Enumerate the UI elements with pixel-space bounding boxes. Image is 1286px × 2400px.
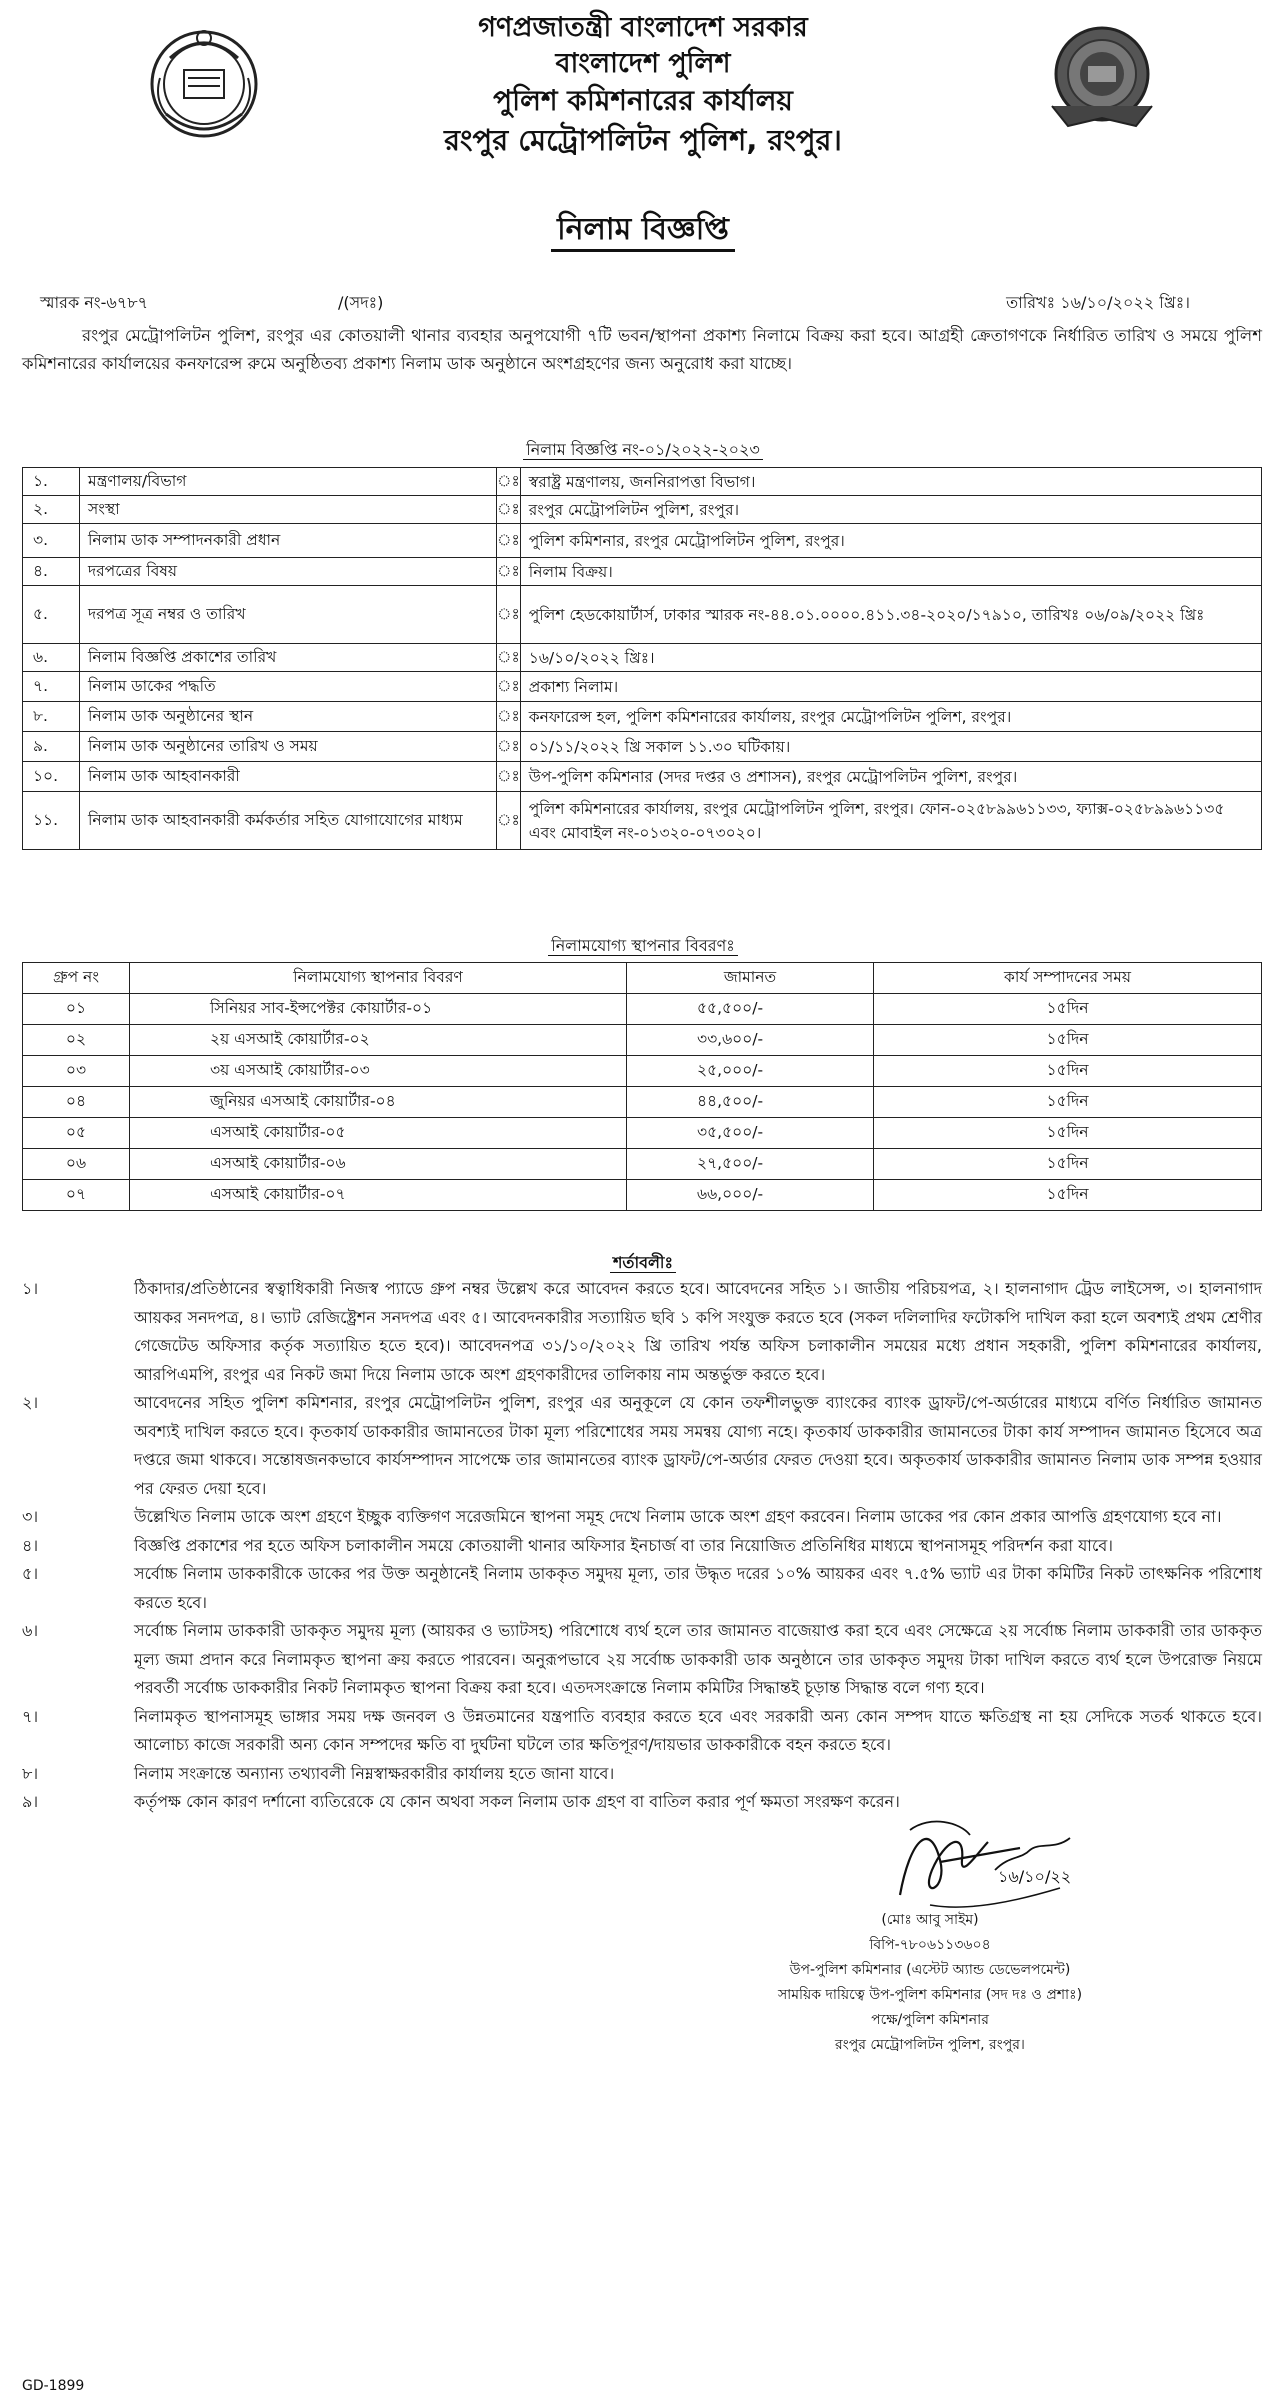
detail-value: স্বরাষ্ট্র মন্ত্রণালয়, জননিরাপত্তা বিভাগ। bbox=[520, 468, 1261, 496]
term-text: নিলামকৃত স্থাপনাসমূহ ভাঙ্গার সময় দক্ষ জনবল ও উন্নতমানের যন্ত্রপাতি ব্যবহার করতে হবে এবং সরকারী অন্য কোন সম্পদ যাতে ক্ষতিগ্রস্থ না হয় সেদিকে সতর্ক থাকতে হবে। আলোচ্য কাজে সরকারী অন্য কোন সম্পদের ক্ষতি বা দুর্ঘটনা ঘটলে তার ক্ষতিপূরণ/দায়ভার ডাককারীকে বহন করতে হবে। bbox=[134, 1706, 1262, 1754]
term-number: ৩। bbox=[22, 1507, 39, 1526]
rmp-logo bbox=[1038, 14, 1166, 142]
detail-value: উপ-পুলিশ কমিশনার (সদর দপ্তর ও প্রশাসন), রংপুর মেট্রোপলিটন পুলিশ, রংপুর। bbox=[520, 762, 1261, 792]
table-header-row bbox=[23, 963, 1262, 994]
group-number: ০১ bbox=[23, 994, 130, 1025]
signatory-on-behalf: পক্ষে/পুলিশ কমিশনার bbox=[871, 2012, 989, 2028]
term-item bbox=[22, 1389, 1262, 1503]
terms-title: শর্তাবলীঃ bbox=[610, 1253, 676, 1273]
property-description: এসআই কোয়ার্টার-০৬ bbox=[130, 1149, 627, 1180]
detail-row bbox=[23, 586, 1262, 644]
signature-block bbox=[700, 1908, 1160, 2058]
work-duration: ১৫দিন bbox=[874, 1087, 1262, 1118]
term-text: সর্বোচ্চ নিলাম ডাককারীকে ডাকের পর উক্ত অনুষ্ঠানেই নিলাম ডাককৃত সমুদয় মূল্য, তার উদ্ধৃত দরের ১০% আয়কর এবং ৭.৫% ভ্যাট এর টাকা কমিটির নিকট তাৎক্ষনিক পরিশোধ করতে হবে। bbox=[134, 1564, 1262, 1612]
detail-number: ৬. bbox=[23, 644, 80, 672]
term-text: ঠিকাদার/প্রতিষ্ঠানের স্বত্বাধিকারী নিজস্ব প্যাডে গ্রুপ নম্বর উল্লেখ করে আবেদন করতে হবে। আবেদনের সহিত ১। জাতীয় পরিচয়পত্র, ২। হালনাগাদ ট্রেড লাইসেন্স, ৩। হালনাগাদ আয়কর সনদপত্র, ৪। ভ্যাট রেজিষ্ট্রেশন সনদপত্র এবং ৫। আবেদনকারীর সত্যায়িত ছবি ১ কপি সংযুক্ত করতে হবে (সকল দলিলাদির ফটোকপি দাখিল করা হলে অবশ্যই প্রথম শ্রেণীর গেজেটেড অফিসার কর্তৃক সত্যায়িত হতে হবে)। আবেদনপত্র ৩১/১০/২০২২ খ্রি তারিখ পর্যন্ত অফিস চলাকালীন সময়ের মধ্যে প্রধান সহকারী, পুলিশ কমিশনারের কার্যালয়, আরপিএমপি, রংপুর এর নিকট জমা দিয়ে নিলাম ডাকে অংশ গ্রহণকারীদের তালিকায় নাম অন্তর্ভুক্ত করতে হবে। bbox=[134, 1279, 1262, 1384]
detail-number: ১১. bbox=[23, 792, 80, 850]
detail-row bbox=[23, 672, 1262, 702]
work-duration: ১৫দিন bbox=[874, 994, 1262, 1025]
detail-number: ১. bbox=[23, 468, 80, 496]
detail-key: নিলাম ডাক আহবানকারী bbox=[80, 762, 497, 792]
signatory-additional: সাময়িক দায়িত্বে উপ-পুলিশ কমিশনার (সদ দঃ ও প্রশাঃ) bbox=[777, 1987, 1083, 2003]
table-row bbox=[23, 1118, 1262, 1149]
property-description: এসআই কোয়ার্টার-০৭ bbox=[130, 1180, 627, 1211]
term-number: ৭। bbox=[22, 1706, 39, 1726]
detail-number: ১০. bbox=[23, 762, 80, 792]
term-item bbox=[22, 1617, 1262, 1703]
detail-colon: ঃ bbox=[497, 586, 521, 644]
detail-colon: ঃ bbox=[497, 496, 521, 524]
term-number: ৪। bbox=[22, 1535, 39, 1555]
term-number: ৮। bbox=[22, 1763, 39, 1783]
signatory-designation: উপ-পুলিশ কমিশনার (এস্টেট অ্যান্ড ডেভেলপমেন্ট) bbox=[789, 1962, 1071, 1978]
work-duration: ১৫দিন bbox=[874, 1118, 1262, 1149]
header-police: বাংলাদেশ পুলিশ bbox=[555, 48, 731, 79]
term-text: নিলাম সংক্রান্তে অন্যান্য তথ্যাবলী নিম্নস্বাক্ষরকারীর কার্যালয় হতে জানা যাবে। bbox=[134, 1763, 615, 1783]
signatory-bp: বিপি-৭৮০৬১১৩৬০৪ bbox=[869, 1937, 991, 1953]
table-row bbox=[23, 1056, 1262, 1087]
detail-key: সংস্থা bbox=[80, 496, 497, 524]
detail-colon: ঃ bbox=[497, 762, 521, 792]
detail-value: ১৬/১০/২০২২ খ্রিঃ। bbox=[520, 644, 1261, 672]
header-unit: রংপুর মেট্রোপলিটন পুলিশ, রংপুর। bbox=[444, 123, 842, 157]
term-text: কর্তৃপক্ষ কোন কারণ দর্শানো ব্যতিরেকে যে কোন অথবা সকল নিলাম ডাক গ্রহণ বা বাতিল করার পূর্ণ ক্ষমতা সংরক্ষণ করেন। bbox=[134, 1792, 900, 1811]
detail-row bbox=[23, 732, 1262, 762]
bangladesh-police-emblem bbox=[140, 18, 268, 146]
notice-title-wrap bbox=[0, 205, 1286, 256]
detail-row bbox=[23, 644, 1262, 672]
term-text: আবেদনের সহিত পুলিশ কমিশনার, রংপুর মেট্রোপলিটন পুলিশ, রংপুর এর অনুকূলে যে কোন তফশীলভুক্ত ব্যাংকের ব্যাংক ড্রাফট/পে-অর্ডারের মাধ্যমে বর্ণিত নির্ধারিত জামানত অবশ্যই দাখিল করতে হবে। কৃতকার্য ডাককারীর জামানতের টাকা মূল্য পরিশোধের সময় সমন্বয় যোগ্য নহে। কৃতকার্য ডাককারীর জামানতের টাকা কার্য সম্পাদন জামানত হিসেবে অত্র দপ্তরে জমা থাকবে। সন্তোষজনকভাবে কার্যসম্পাদন সাপেক্ষে তার জামানতের ব্যাংক ড্রাফট/পে-অর্ডার ফেরত দেওয়া হবে। অকৃতকার্য ডাককারীর জামানত নিলাম ডাক সম্পন্ন হওয়ার পর ফেরত দেয়া হবে। bbox=[134, 1393, 1262, 1498]
detail-value: পুলিশ কমিশনার, রংপুর মেট্রোপলিটন পুলিশ, রংপুর। bbox=[520, 524, 1261, 558]
detail-colon: ঃ bbox=[497, 792, 521, 850]
detail-key: দরপত্রের বিষয় bbox=[80, 558, 497, 586]
header-office: পুলিশ কমিশনারের কার্যালয় bbox=[493, 84, 793, 117]
letterhead bbox=[300, 10, 986, 160]
group-number: ০২ bbox=[23, 1025, 130, 1056]
term-number: ৯। bbox=[22, 1792, 39, 1811]
deposit-amount: ৪৪,৫০০/- bbox=[627, 1087, 874, 1118]
table-row bbox=[23, 1180, 1262, 1211]
term-item bbox=[22, 1503, 1262, 1532]
term-text: বিজ্ঞপ্তি প্রকাশের পর হতে অফিস চলাকালীন সময়ে কোতয়ালী থানার অফিসার ইনচার্জ বা তার নিয়োজিত প্রতিনিধির মাধ্যমে স্থাপনাসমূহ পরিদর্শন করা যাবে। bbox=[134, 1535, 1114, 1555]
memo-sub: /(সদঃ) bbox=[338, 293, 384, 312]
detail-row bbox=[23, 524, 1262, 558]
detail-value: ০১/১১/২০২২ খ্রি সকাল ১১.৩০ ঘটিকায়। bbox=[520, 732, 1261, 762]
term-item bbox=[22, 1560, 1262, 1617]
detail-value: রংপুর মেট্রোপলিটন পুলিশ, রংপুর। bbox=[520, 496, 1261, 524]
table-caption-wrap bbox=[0, 933, 1286, 960]
term-number: ২। bbox=[22, 1393, 39, 1412]
term-item bbox=[22, 1275, 1262, 1389]
signatory-office: রংপুর মেট্রোপলিটন পুলিশ, রংপুর। bbox=[835, 2037, 1025, 2053]
detail-number: ২. bbox=[23, 496, 80, 524]
table-row bbox=[23, 1025, 1262, 1056]
detail-row bbox=[23, 558, 1262, 586]
deposit-amount: ৩৫,৫০০/- bbox=[627, 1118, 874, 1149]
intro-paragraph: রংপুর মেট্রোপলিটন পুলিশ, রংপুর এর কোতয়ালী থানার ব্যবহার অনুপযোগী ৭টি ভবন/স্থাপনা প্রকাশ্য নিলামে বিক্রয় করা হবে। আগ্রহী ক্রেতাগণকে নির্ধারিত তারিখ ও সময়ে পুলিশ কমিশনারের কার্যালয়ের কনফারেন্স রুমে অনুষ্ঠিতব্য প্রকাশ্য নিলাম ডাক অনুষ্ঠানে অংশগ্রহণের জন্য অনুরোধ করা যাচ্ছে। bbox=[22, 326, 1262, 373]
detail-value: পুলিশ কমিশনারের কার্যালয়, রংপুর মেট্রোপলিটন পুলিশ, রংপুর। ফোন-০২৫৮৯৯৬১১৩৩, ফ্যাক্স-০২৫৮৯৯৬১১৩৫ এবং মোবাইল নং-০১৩২০-০৭৩০২০। bbox=[520, 792, 1261, 850]
notice-number-caption bbox=[0, 437, 1286, 464]
detail-colon: ঃ bbox=[497, 644, 521, 672]
work-duration: ১৫দিন bbox=[874, 1025, 1262, 1056]
deposit-amount: ৫৫,৫০০/- bbox=[627, 994, 874, 1025]
detail-key: নিলাম ডাক অনুষ্ঠানের তারিখ ও সময় bbox=[80, 732, 497, 762]
term-text: উল্লেখিত নিলাম ডাকে অংশ গ্রহণে ইচ্ছুক ব্যক্তিগণ সরেজমিনে স্থাপনা সমূহ দেখে নিলাম ডাকে অংশ গ্রহণ করবেন। নিলাম ডাকের পর কোন প্রকার আপত্তি গ্রহণযোগ্য হবে না। bbox=[134, 1507, 1222, 1526]
detail-value: প্রকাশ্য নিলাম। bbox=[520, 672, 1261, 702]
detail-colon: ঃ bbox=[497, 672, 521, 702]
group-number: ০৭ bbox=[23, 1180, 130, 1211]
detail-value: পুলিশ হেডকোয়ার্টার্স, ঢাকার স্মারক নং-৪৪.০১.০০০০.৪১১.৩৪-২০২০/১৭৯১০, তারিখঃ ০৬/০৯/২০২২ খ্রিঃ bbox=[520, 586, 1261, 644]
property-table bbox=[22, 962, 1262, 1211]
terms-title-wrap bbox=[0, 1250, 1286, 1277]
detail-row bbox=[23, 468, 1262, 496]
deposit-amount: ৩৩,৬০০/- bbox=[627, 1025, 874, 1056]
term-item bbox=[22, 1703, 1262, 1760]
detail-number: ৯. bbox=[23, 732, 80, 762]
detail-colon: ঃ bbox=[497, 702, 521, 732]
property-description: ২য় এসআই কোয়ার্টার-০২ bbox=[130, 1025, 627, 1056]
detail-number: ৮. bbox=[23, 702, 80, 732]
term-number: ৬। bbox=[22, 1621, 39, 1640]
col-group: গ্রুপ নং bbox=[23, 963, 130, 994]
group-number: ০৪ bbox=[23, 1087, 130, 1118]
notice-number: নিলাম বিজ্ঞপ্তি নং-০১/২০২২-২০২৩ bbox=[523, 440, 763, 460]
detail-key: নিলাম ডাক সম্পাদনকারী প্রধান bbox=[80, 524, 497, 558]
detail-key: নিলাম ডাকের পদ্ধতি bbox=[80, 672, 497, 702]
memo-date: তারিখঃ ১৬/১০/২০২২ খ্রিঃ। bbox=[1006, 293, 1190, 312]
table-row bbox=[23, 1087, 1262, 1118]
property-description: সিনিয়র সাব-ইন্সপেক্টর কোয়ার্টার-০১ bbox=[130, 994, 627, 1025]
col-deposit: জামানত bbox=[627, 963, 874, 994]
detail-key: দরপত্র সূত্র নম্বর ও তারিখ bbox=[80, 586, 497, 644]
col-description: নিলামযোগ্য স্থাপনার বিবরণ bbox=[130, 963, 627, 994]
detail-row bbox=[23, 496, 1262, 524]
group-number: ০৬ bbox=[23, 1149, 130, 1180]
work-duration: ১৫দিন bbox=[874, 1180, 1262, 1211]
table-row bbox=[23, 1149, 1262, 1180]
work-duration: ১৫দিন bbox=[874, 1149, 1262, 1180]
details-table bbox=[22, 467, 1262, 850]
term-item bbox=[22, 1760, 1262, 1789]
detail-key: মন্ত্রণালয়/বিভাগ bbox=[80, 468, 497, 496]
property-description: জুনিয়র এসআই কোয়ার্টার-০৪ bbox=[130, 1087, 627, 1118]
detail-number: ৭. bbox=[23, 672, 80, 702]
handwritten-signature bbox=[870, 1800, 1090, 1920]
detail-colon: ঃ bbox=[497, 732, 521, 762]
detail-key: নিলাম বিজ্ঞপ্তি প্রকাশের তারিখ bbox=[80, 644, 497, 672]
deposit-amount: ২৫,০০০/- bbox=[627, 1056, 874, 1087]
detail-value: কনফারেন্স হল, পুলিশ কমিশনারের কার্যালয়, রংপুর মেট্রোপলিটন পুলিশ, রংপুর। bbox=[520, 702, 1261, 732]
detail-row bbox=[23, 762, 1262, 792]
detail-row bbox=[23, 702, 1262, 732]
detail-number: ৩. bbox=[23, 524, 80, 558]
group-number: ০৩ bbox=[23, 1056, 130, 1087]
group-number: ০৫ bbox=[23, 1118, 130, 1149]
detail-value: নিলাম বিক্রয়। bbox=[520, 558, 1261, 586]
table-caption: নিলামযোগ্য স্থাপনার বিবরণঃ bbox=[548, 936, 738, 956]
work-duration: ১৫দিন bbox=[874, 1056, 1262, 1087]
signatory-name: (মোঃ আবু সাইম) bbox=[881, 1912, 979, 1928]
detail-row bbox=[23, 792, 1262, 850]
detail-key: নিলাম ডাক অনুষ্ঠানের স্থান bbox=[80, 702, 497, 732]
terms-list bbox=[22, 1275, 1262, 1817]
footer-code: GD-1899 bbox=[22, 2378, 85, 2394]
deposit-amount: ৬৬,০০০/- bbox=[627, 1180, 874, 1211]
property-description: ৩য় এসআই কোয়ার্টার-০৩ bbox=[130, 1056, 627, 1087]
detail-number: ৪. bbox=[23, 558, 80, 586]
deposit-amount: ২৭,৫০০/- bbox=[627, 1149, 874, 1180]
signature-date: ১৬/১০/২২ bbox=[998, 1867, 1072, 1886]
term-number: ৫। bbox=[22, 1564, 39, 1583]
col-duration: কার্য সম্পাদনের সময় bbox=[874, 963, 1262, 994]
term-text: সর্বোচ্চ নিলাম ডাককারী ডাককৃত সমুদয় মূল্য (আয়কর ও ভ্যাটসহ) পরিশোধে ব্যর্থ হলে তার জামানত বাজেয়াপ্ত করা হবে এবং সেক্ষেত্রে ২য় সর্বোচ্চ নিলাম ডাককারী তার ডাককৃত মূল্য জমা প্রদান করে নিলামকৃত স্থাপনা ক্রয় করতে পারবেন। অনুরূপভাবে ২য় সর্বোচ্চ ডাককারী ডাক অনুষ্ঠানে তার ডাককৃত সমুদয় টাকা দাখিল করতে ব্যর্থ হলে উপরোক্ত নিয়মে পরবর্তী সর্বোচ্চ ডাককারীর নিকট নিলামকৃত স্থাপনা বিক্রয় করা হবে। এতদসংক্রান্তে নিলাম কমিটির সিদ্ধান্তই চূড়ান্ত সিদ্ধান্ত বলে গণ্য হবে। bbox=[134, 1621, 1262, 1697]
notice-title: নিলাম বিজ্ঞপ্তি bbox=[551, 212, 735, 252]
detail-colon: ঃ bbox=[497, 468, 521, 496]
term-item bbox=[22, 1532, 1262, 1561]
header-government: গণপ্রজাতন্ত্রী বাংলাদেশ সরকার bbox=[478, 12, 808, 43]
detail-number: ৫. bbox=[23, 586, 80, 644]
detail-key: নিলাম ডাক আহবানকারী কর্মকর্তার সহিত যোগাযোগের মাধ্যম bbox=[80, 792, 497, 850]
term-number: ১। bbox=[22, 1279, 39, 1298]
memo-ref: স্মারক নং-৬৭৮৭ bbox=[40, 293, 149, 312]
table-row bbox=[23, 994, 1262, 1025]
detail-colon: ঃ bbox=[497, 558, 521, 586]
property-description: এসআই কোয়ার্টার-০৫ bbox=[130, 1118, 627, 1149]
detail-colon: ঃ bbox=[497, 524, 521, 558]
